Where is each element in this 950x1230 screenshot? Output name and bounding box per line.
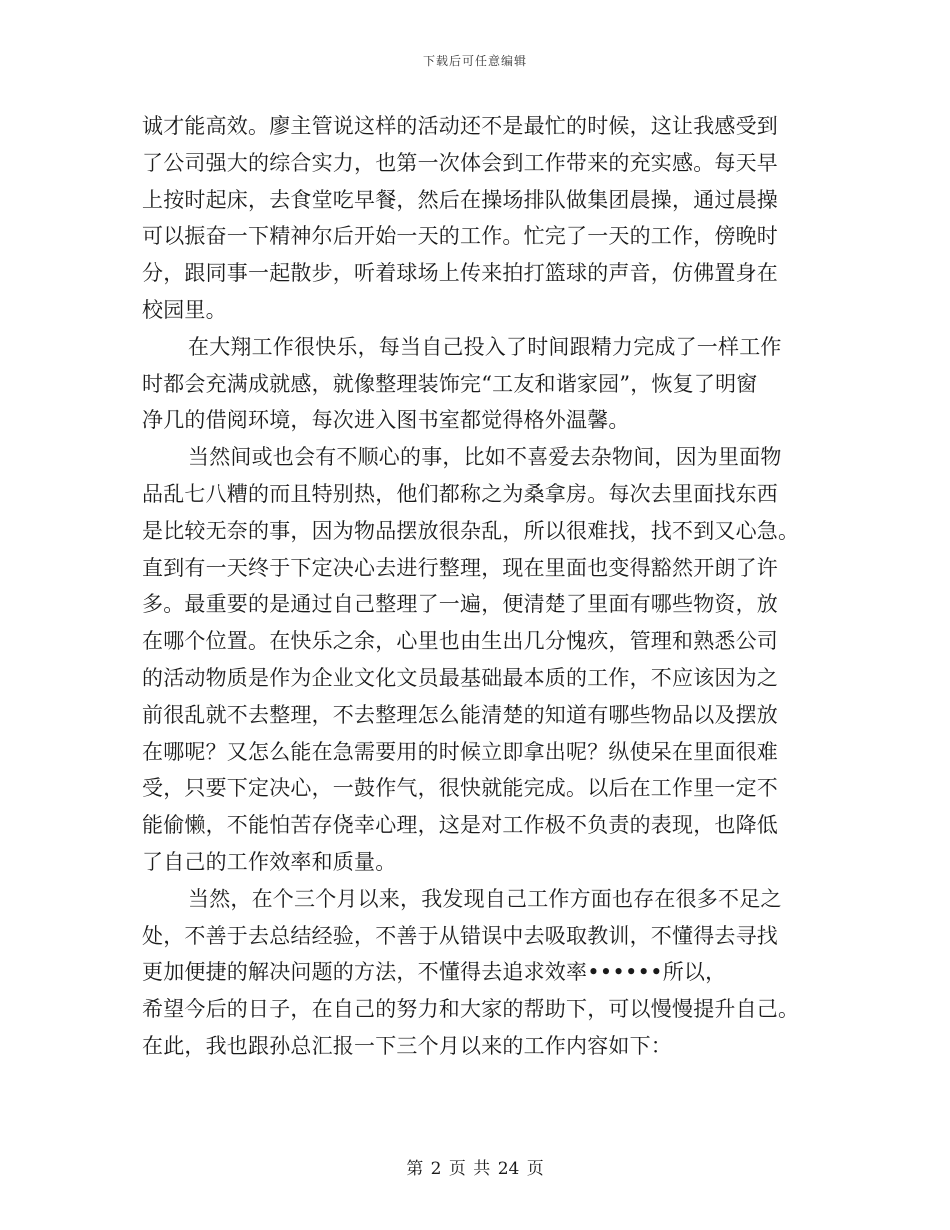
page-header: 下载后可任意编辑 <box>422 54 527 68</box>
text-line: 在哪个位置。在快乐之余，心里也由生出几分愧疚，管理和熟悉公司 <box>142 629 778 654</box>
text-line: 在大翔工作很快乐，每当自己投入了时间跟精力完成了一样工作 <box>188 334 782 359</box>
page-footer: 第 2 页 共 24 页 <box>406 1159 544 1179</box>
text-line: 的活动物质是作为企业文化文员最基础最本质的工作，不应该因为之 <box>142 665 778 690</box>
text-line: 校园里。 <box>142 297 227 322</box>
text-line: 诚才能高效。廖主管说这样的活动还不是最忙的时候，这让我感受到 <box>142 114 778 138</box>
text-line: 在哪呢？又怎么能在急需要用的时候立即拿出呢？纵使呆在里面很难 <box>142 739 778 764</box>
text-line: 可以振奋一下精神尔后开始一天的工作。忙完了一天的工作，傍晚时 <box>142 224 778 249</box>
text-line: 了自己的工作效率和质量。 <box>142 849 397 874</box>
document-body <box>142 108 812 1065</box>
paragraph <box>142 108 812 329</box>
text-line: 当然，在个三个月以来，我发现自己工作方面也存在很多不足之 <box>188 886 782 911</box>
text-line: 希望今后的日子，在自己的努力和大家的帮助下，可以慢慢提升自己。 <box>142 997 800 1022</box>
text-line: 在此，我也跟孙总汇报一下三个月以来的工作内容如下： <box>142 1033 672 1058</box>
text-line: 多。最重要的是通过自己整理了一遍，便清楚了里面有哪些物资，放 <box>142 592 778 617</box>
text-line: 上按时起床，去食堂吃早餐，然后在操场排队做集团晨操，通过晨操 <box>142 187 778 212</box>
text-line: 净几的借阅环境，每次进入图书室都觉得格外温馨。 <box>142 408 630 433</box>
paragraph <box>142 329 812 439</box>
text-line: 处，不善于去总结经验，不善于从错误中去吸取教训，不懂得去寻找 <box>142 923 778 948</box>
text-line: 品乱七八糟的而且特别热，他们都称之为桑拿房。每次去里面找东西 <box>142 481 778 506</box>
text-line: 当然间或也会有不顺心的事，比如不喜爱去杂物间，因为里面物 <box>188 445 782 470</box>
text-line: 受，只要下定决心，一鼓作气，很快就能完成。以后在工作里一定不 <box>142 776 778 801</box>
text-line: 了公司强大的综合实力，也第一次体会到工作带来的充实感。每天早 <box>142 150 778 175</box>
text-line: 前很乱就不去整理，不去整理怎么能清楚的知道有哪些物品以及摆放 <box>142 702 778 727</box>
text-line: 直到有一天终于下定决心去进行整理，现在里面也变得豁然开朗了许 <box>142 555 778 580</box>
text-line: 能偷懒，不能怕苦存侥幸心理，这是对工作极不负责的表现，也降低 <box>142 813 778 838</box>
text-line: 是比较无奈的事，因为物品摆放很杂乱，所以很难找，找不到又心急。 <box>142 518 800 543</box>
paragraph <box>142 881 812 1065</box>
text-line: 分，跟同事一起散步，听着球场上传来拍打篮球的声音，仿佛置身在 <box>142 261 778 286</box>
paragraph <box>142 439 812 881</box>
text-line: 更加便捷的解决问题的方法，不懂得去追求效率••••••所以， <box>142 960 727 985</box>
text-line: 时都会充满成就感，就像整理装饰完“工友和谐家园”，恢复了明窗 <box>142 371 758 396</box>
